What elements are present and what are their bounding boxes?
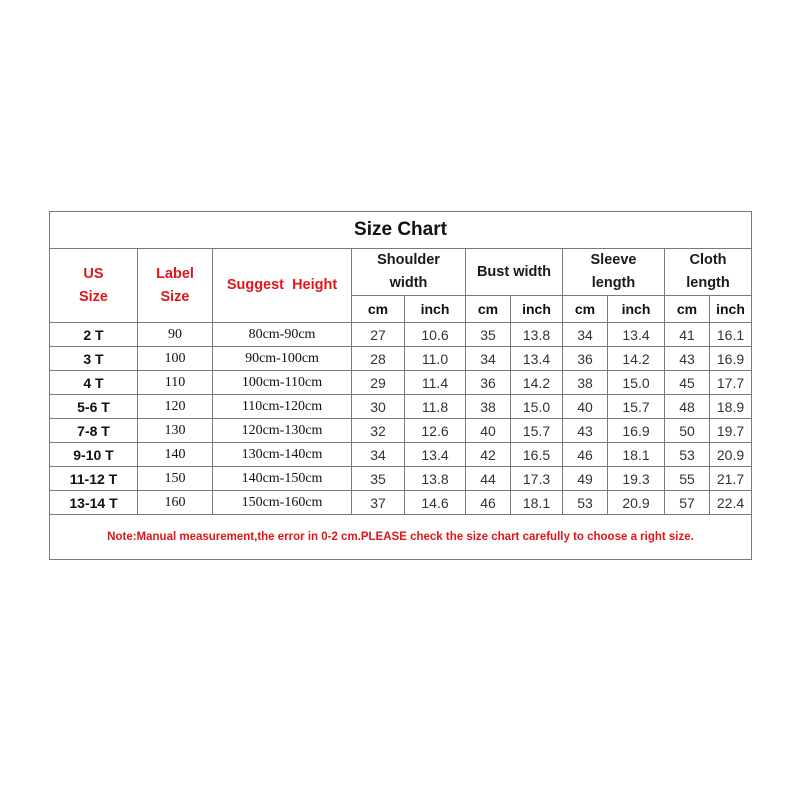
height-cell: 120cm-130cm [213,419,352,443]
sleeve-cm-cell: 36 [563,347,608,371]
cloth-inch-cell: 16.1 [710,323,752,347]
shoulder-inch-cell: 13.4 [405,443,466,467]
header-suggest-height: Suggest Height [213,249,352,323]
unit-inch: inch [511,296,563,323]
shoulder-cm-cell: 30 [352,395,405,419]
cloth-cm-cell: 41 [665,323,710,347]
label-size-cell: 120 [138,395,213,419]
shoulder-cm-cell: 27 [352,323,405,347]
label-size-cell: 110 [138,371,213,395]
unit-cm: cm [352,296,405,323]
sleeve-cm-cell: 46 [563,443,608,467]
size-chart-table [49,211,752,560]
header-label-size [138,249,213,323]
height-cell: 150cm-160cm [213,491,352,515]
bust-inch-cell: 16.5 [511,443,563,467]
shoulder-cm-cell: 32 [352,419,405,443]
header-cloth-length-label: Cloth length [686,252,730,291]
unit-cm: cm [665,296,710,323]
cloth-inch-cell: 20.9 [710,443,752,467]
bust-inch-cell: 14.2 [511,371,563,395]
shoulder-cm-cell: 35 [352,467,405,491]
shoulder-inch-cell: 11.8 [405,395,466,419]
bust-cm-cell: 38 [466,395,511,419]
sleeve-cm-cell: 53 [563,491,608,515]
sleeve-inch-cell: 18.1 [608,443,665,467]
us-size-cell: 3 T [50,347,138,371]
bust-inch-cell: 15.7 [511,419,563,443]
bust-cm-cell: 42 [466,443,511,467]
shoulder-cm-cell: 37 [352,491,405,515]
table-row [50,443,752,467]
sleeve-inch-cell: 15.0 [608,371,665,395]
header-us-size-label: US Size [78,265,108,305]
header-shoulder-width [352,249,466,296]
cloth-inch-cell: 16.9 [710,347,752,371]
header-label-size-label: Label Size [156,265,194,305]
bust-cm-cell: 36 [466,371,511,395]
table-row [50,323,752,347]
table-row [50,419,752,443]
sleeve-inch-cell: 13.4 [608,323,665,347]
sleeve-inch-cell: 15.7 [608,395,665,419]
table-row [50,395,752,419]
header-cloth-length [665,249,752,296]
bust-inch-cell: 15.0 [511,395,563,419]
cloth-cm-cell: 50 [665,419,710,443]
shoulder-inch-cell: 12.6 [405,419,466,443]
table-row [50,347,752,371]
us-size-cell: 5-6 T [50,395,138,419]
bust-inch-cell: 13.8 [511,323,563,347]
shoulder-inch-cell: 11.0 [405,347,466,371]
table-row [50,467,752,491]
shoulder-inch-cell: 13.8 [405,467,466,491]
size-rows [50,323,752,515]
header-shoulder-width-label: Shoulder width [377,252,440,291]
sleeve-cm-cell: 38 [563,371,608,395]
us-size-cell: 11-12 T [50,467,138,491]
sleeve-inch-cell: 14.2 [608,347,665,371]
height-cell: 90cm-100cm [213,347,352,371]
us-size-cell: 7-8 T [50,419,138,443]
note-text: Note:Manual measurement,the error in 0-2 cm.PLEASE check the size chart carefully to choose a right size. [50,515,752,560]
bust-cm-cell: 34 [466,347,511,371]
height-cell: 130cm-140cm [213,443,352,467]
us-size-cell: 9-10 T [50,443,138,467]
unit-inch: inch [608,296,665,323]
cloth-cm-cell: 48 [665,395,710,419]
label-size-cell: 160 [138,491,213,515]
shoulder-cm-cell: 28 [352,347,405,371]
label-size-cell: 100 [138,347,213,371]
bust-cm-cell: 46 [466,491,511,515]
header-us-size [50,249,138,323]
us-size-cell: 13-14 T [50,491,138,515]
table-row [50,491,752,515]
bust-inch-cell: 18.1 [511,491,563,515]
label-size-cell: 150 [138,467,213,491]
cloth-inch-cell: 19.7 [710,419,752,443]
header-sleeve-length-label: Sleeve length [590,252,637,291]
sleeve-inch-cell: 19.3 [608,467,665,491]
bust-inch-cell: 13.4 [511,347,563,371]
shoulder-inch-cell: 10.6 [405,323,466,347]
sleeve-cm-cell: 34 [563,323,608,347]
cloth-inch-cell: 18.9 [710,395,752,419]
cloth-inch-cell: 17.7 [710,371,752,395]
label-size-cell: 130 [138,419,213,443]
unit-inch: inch [710,296,752,323]
cloth-inch-cell: 21.7 [710,467,752,491]
bust-cm-cell: 35 [466,323,511,347]
label-size-cell: 140 [138,443,213,467]
sleeve-inch-cell: 16.9 [608,419,665,443]
height-cell: 80cm-90cm [213,323,352,347]
sleeve-cm-cell: 43 [563,419,608,443]
bust-inch-cell: 17.3 [511,467,563,491]
sleeve-cm-cell: 40 [563,395,608,419]
height-cell: 140cm-150cm [213,467,352,491]
unit-inch: inch [405,296,466,323]
header-sleeve-length [563,249,665,296]
us-size-cell: 2 T [50,323,138,347]
shoulder-cm-cell: 34 [352,443,405,467]
unit-cm: cm [466,296,511,323]
cloth-inch-cell: 22.4 [710,491,752,515]
shoulder-cm-cell: 29 [352,371,405,395]
cloth-cm-cell: 55 [665,467,710,491]
height-cell: 100cm-110cm [213,371,352,395]
unit-cm: cm [563,296,608,323]
header-bust-width: Bust width [466,249,563,296]
shoulder-inch-cell: 14.6 [405,491,466,515]
bust-cm-cell: 40 [466,419,511,443]
label-size-cell: 90 [138,323,213,347]
cloth-cm-cell: 45 [665,371,710,395]
us-size-cell: 4 T [50,371,138,395]
cloth-cm-cell: 57 [665,491,710,515]
sleeve-cm-cell: 49 [563,467,608,491]
sleeve-inch-cell: 20.9 [608,491,665,515]
cloth-cm-cell: 53 [665,443,710,467]
bust-cm-cell: 44 [466,467,511,491]
shoulder-inch-cell: 11.4 [405,371,466,395]
height-cell: 110cm-120cm [213,395,352,419]
table-title: Size Chart [50,212,752,249]
table-row [50,371,752,395]
cloth-cm-cell: 43 [665,347,710,371]
